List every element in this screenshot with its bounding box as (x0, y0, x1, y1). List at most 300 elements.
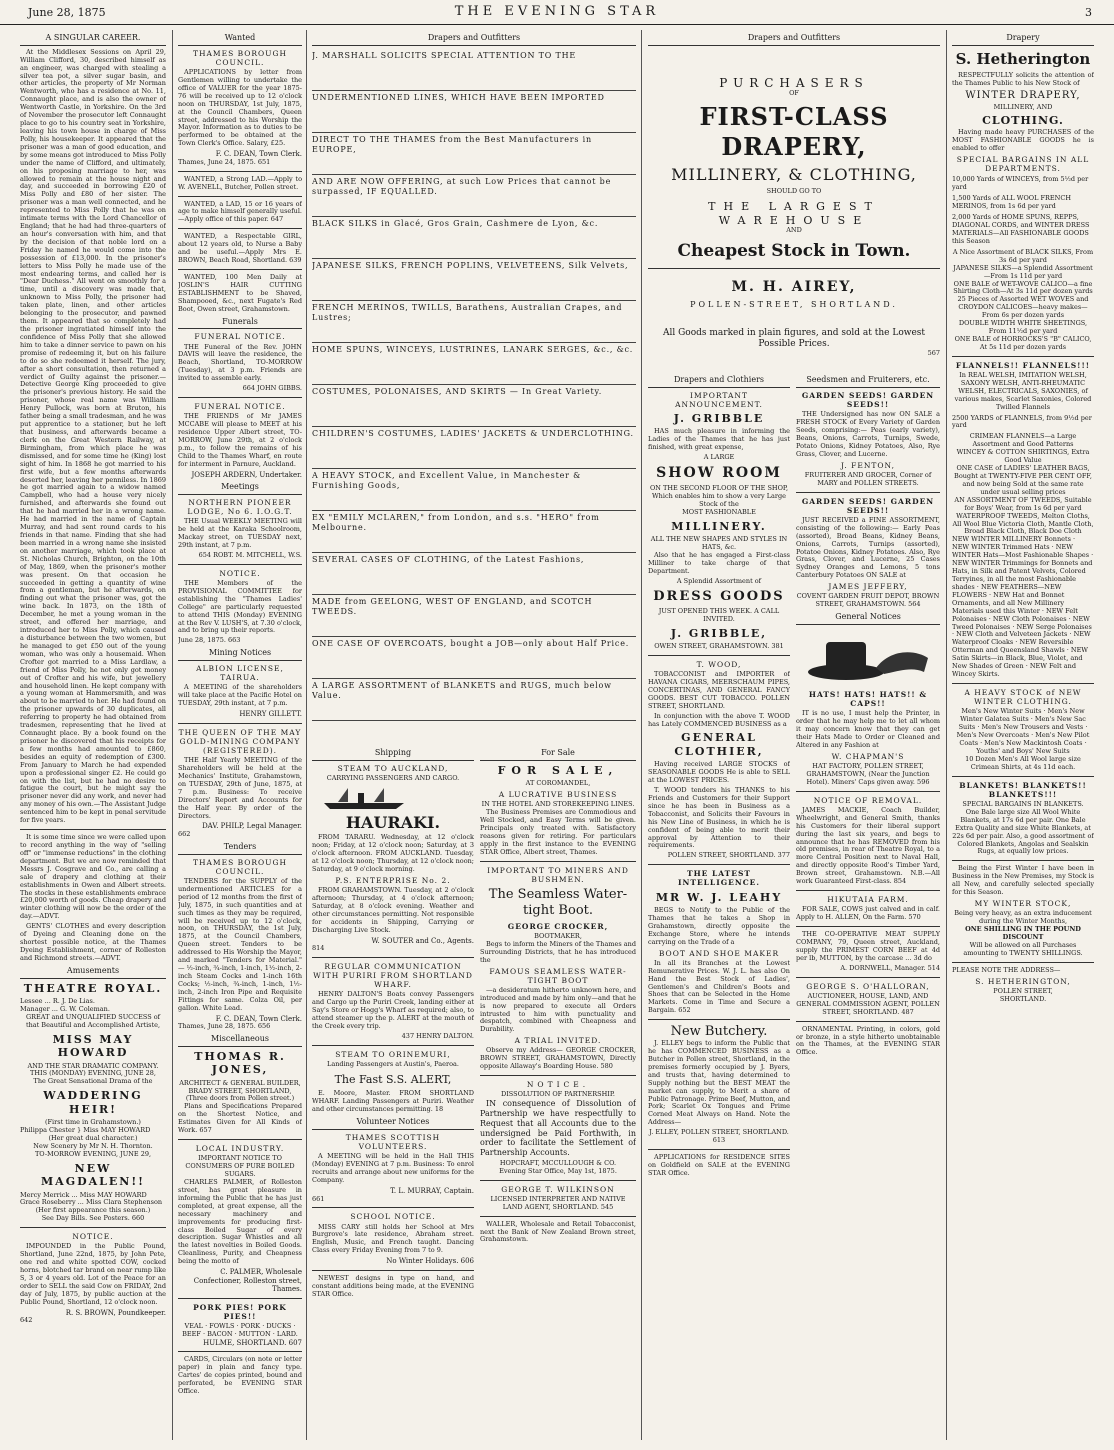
gribble-body: HAS much pleasure in informing the Ladies of the Thames that he has just finished, with great expense, (648, 427, 790, 452)
airey-line: SHOULD GO TO (766, 187, 822, 196)
gribble-milliner: Also that he has engaged a First-class Milliner to take charge of that Department. (648, 551, 790, 575)
assorted-pieces: 25 Pieces of Assorted WET WOVES and CROYDON CALICOES—heavy makes—From 6s per dozen yards (957, 295, 1089, 320)
section-header-meetings: Meetings (178, 481, 302, 495)
airey-line: PURCHASERS (719, 75, 869, 90)
divider (952, 356, 1094, 357)
garden-seeds-title: GARDEN SEEDS! GARDEN SEEDS!! (801, 390, 935, 409)
queen-title: THE QUEEN OF THE MAY GOLD-MINING COMPANY (REGISTERED). (178, 727, 302, 755)
funeral-title: FUNERAL NOTICE. (194, 402, 286, 412)
leahy-body: BEGS to Notify to the Public of the Thames that he takes a Shop in Grahamstown, directly opposite the Exchange Store, where he intends carrying on the Trade of a (648, 906, 790, 946)
section-header-volunteer: Volunteer Notices (312, 1116, 474, 1130)
wood-name: T. WOOD, (696, 659, 742, 669)
applications-ad: APPLICATIONS for RESIDENCE SITES on Goldfield on SALE at the EVENING STAR Office. (648, 1153, 790, 1177)
pork-title: PORK PIES! PORK PIES!! (193, 1302, 287, 1321)
wincey-shirtings: WINCEY & COTTON SHIRTINGS, Extra Good Value (956, 448, 1090, 465)
marshall-lines (312, 49, 636, 721)
airey-line: Cheapest Stock in Town. (677, 241, 911, 261)
crocker-sub: BOOTMAKER, (534, 931, 582, 940)
notice-title: NOTICE. (72, 1232, 114, 1242)
column-1 (20, 30, 166, 1442)
divider (178, 1351, 302, 1352)
airey-note: All Goods marked in plain figures, and sold at the Lowest Possible Prices. (662, 327, 926, 349)
funeral-body: THE Funeral of the Rev. JOHN DAVIS will leave the residence, the Beach, Shortland, TO-MORROW (Tuesday), at 3 p.m. Friends are invited to assemble early. (178, 342, 302, 383)
special-bargains: SPECIAL BARGAINS IN ALL DEPARTMENTS. (956, 155, 1090, 174)
section-header-clothiers: Drapers and Clothiers (648, 374, 790, 388)
divider (178, 1139, 302, 1140)
gribble-large: A LARGE (703, 453, 735, 462)
airey-ad (648, 30, 940, 360)
school-title: SCHOOL NOTICE. (350, 1212, 436, 1222)
drapers-line: CHILDREN'S COSTUMES, LADIES' JACKETS & UNDERCLOTHING. (312, 427, 636, 469)
divider (312, 957, 474, 958)
dual-character: (Her great dual character.) (48, 1133, 138, 1142)
scenery: New Scenery by Mr N. H. Thornton. (33, 1141, 153, 1150)
hats-body: IT is no use, I must help the Printer, in order that he may help me to let all whom it may concern know that they can get their Hats Made to Order or Cleaned and Altered in any Fashion at (796, 709, 940, 749)
section-header-seedsmen: Seedsmen and Fruiterers, etc. (796, 374, 940, 388)
latest-intelligence: THE LATEST INTELLIGENCE. (678, 869, 760, 888)
regular-signature: 437 HENRY DALTON. (401, 1032, 474, 1041)
clothiers-column (648, 372, 790, 1440)
wanted-ad: WANTED, a Respectable GIRL, about 12 years old, to Nurse a Baby and be useful.—Apply Mrs E. BROWN, Beach Road, Shortland. 639 (178, 232, 302, 265)
funeral-signature: JOSEPH ARDERN, Undertaker. (191, 470, 302, 479)
drapers-line: BLACK SILKS in Glacé, Gros Grain, Cashmere de Lyon, &c. (312, 217, 636, 259)
promo-paragraph: It is some time since we were called upon to record anything in the way of "selling off" or "immense reductions" in the clothing department. But we are now reminded that Messrs J. Cosgrave and Co., are calling a sale of drapery and clothing at their establishments in Owen and Albert streets. The stocks in these establishments embrace £20,000 worth of goods. Cheap drapery and winter clothing will now be the order of the day.—ADVT. (20, 833, 166, 921)
leahy-name: MR W. J. LEAHY (655, 890, 783, 904)
column-rule (306, 30, 307, 1440)
divider (648, 864, 790, 865)
council-signature: F. C. DEAN, Town Clerk. (215, 150, 302, 159)
notice-number: 642 (20, 1316, 33, 1325)
promo-paragraph-2: GENTS' CLOTHES and every description of Dyeing and Cleaning done on the shortest possible notice, at the Thames Dyeing Establishment, corner of Rolleston and Richmond streets.—ADVT. (20, 922, 166, 962)
japanese-silks: JAPANESE SILKS—a Splendid Assortment—From 1s 11d per yard (953, 263, 1093, 280)
drama: The Great Sensational Drama of the (33, 1077, 153, 1086)
airey-line: OF (789, 89, 799, 98)
bargain-homespuns: 2,000 Yards of HOME SPUNS, REPPS, DIAGONAL CORDS, and WINTER DRESS MATERIALS—All FASHIONABLE GOODS this Season (952, 213, 1090, 245)
first-time: (First time in Grahamstown.) (45, 1118, 141, 1127)
gribble-most: MOST FASHIONABLE (682, 507, 756, 516)
council-title: THAMES BOROUGH COUNCIL. (192, 48, 288, 67)
hetherington-intro: RESPECTFULLY solicits the attention of the Thames Public to his New Stock of (952, 71, 1094, 87)
play-title-2: NEW MAGDALEN!! (40, 1161, 145, 1189)
section-header-drapery: Drapery (952, 32, 1094, 46)
millinery: MILLINERY, AND (993, 103, 1053, 112)
fenton-sub: FRUITERER AND GROCER, Corner of MARY and POLLEN STREETS. (804, 470, 932, 487)
ship-name: HAURAKI. (345, 812, 441, 832)
divider (796, 492, 940, 493)
famous-boot: FAMOUS SEAMLESS WATER-TIGHT BOOT (489, 966, 627, 985)
divider (648, 655, 790, 656)
hetherington-street: POLLEN STREET, (993, 986, 1053, 995)
winter-stock: MY WINTER STOCK, (974, 899, 1072, 909)
drapers-line: AND ARE NOW OFFERING, at such Low Prices that cannot be surpassed, IF EQUALLED. (312, 175, 636, 217)
notice-title: NOTICE. (526, 1080, 590, 1090)
orinemuri-ship: The Fast S.S. ALERT, (334, 1073, 452, 1087)
section-header-tenders: Tenders (178, 841, 302, 855)
drapers-line: UNDERMENTIONED LINES, WHICH HAVE BEEN IMPORTED (312, 91, 636, 133)
crimean-shirts: 10 Dozen Men's All Wool large size Crimean Shirts, at 4s 11d each. (965, 754, 1081, 771)
divider (178, 171, 302, 172)
for-sale-title: FOR SALE, (497, 763, 619, 777)
tomorrow: TO-MORROW EVENING, JUNE 29, (34, 1149, 152, 1158)
divider (952, 683, 1094, 684)
seedsmen-column (796, 372, 940, 1440)
removal-title: NOTICE OF REMOVAL. (813, 795, 923, 805)
drapers-line: FRENCH MERINOS, TWILLS, Barathens, Australian Crapes, and Lustres; (312, 301, 636, 343)
jones-body: Plans and Specifications Prepared on the Shortest Notice, and Estimates Given for All Kinds of Work. 657 (178, 1102, 302, 1135)
tenders-date: Thames, June 28, 1875. 656 (178, 1022, 271, 1031)
masthead (0, 0, 1114, 25)
divider (796, 890, 940, 891)
coop-body: THE CO-OPERATIVE MEAT SUPPLY COMPANY, 79, Queen street, Auckland, supply the PRIMEST CORN BEEF at 4d per lb, MUTTON, by the carcase ... 3d do (796, 930, 940, 962)
wanted-ad: WANTED, a LAD, 15 or 16 years of age to make himself generally useful.—Apply office of this paper. 647 (178, 199, 302, 224)
flannels-title: FLANNELS!! FLANNELS!!! (955, 360, 1091, 370)
announcement-title: IMPORTANT ANNOUNCEMENT. (675, 390, 763, 409)
jones-title: THOMAS R. JONES, (194, 1049, 286, 1077)
please-note: PLEASE NOTE THE ADDRESS— (952, 965, 1061, 974)
elley-body: J. ELLEY begs to inform the Public that he has COMMENCED BUSINESS as a Butcher in Pollen street, Shortland, in the premises formerly occupied by J. Byers, and trusts that, having determined to Supply nothing but the BEST MEAT the market can supply, to Merit a share of Public Patronage. Prime Beef, Mutton, and Pork; Scarlet Ox Tongues and Prime Corned Meat Always on Hand. Note the Address— (648, 1039, 790, 1127)
trial-invited: A TRIAL INVITED. (514, 1036, 602, 1046)
boot-and-shoe: BOOT AND SHOE MAKER (658, 948, 780, 958)
queen-body: THE Half Yearly MEETING of the Shareholders will be held at the Mechanics' Institute, Grahamstown, on TUESDAY, 29th of June, 1875, at 7 p.m. Business: To receive Directors' Report and Accounts for the Half year. By order of the Directors. (178, 756, 302, 820)
company: AND THE STAR DRAMATIC COMPANY. (27, 1061, 159, 1070)
wanted-ad: WANTED, a Strong LAD.—Apply to W. AVENELL, Butcher, Pollen street. (178, 174, 302, 191)
new-winter-list: NEW WINTER MILLINERY Bonnets · NEW WINTER Trimmed Hats · NEW WINTER Hats—Most Fashionable Shapes · NEW WINTER Trimmings for Bonnets and Hats, in Silk and Patent Velvets, Colored Terryines, in all the most Fashionable shades · NEW FEATHERS—NEW FLOWERS · NEW Hat and Bonnet Ornaments, and all New Millinery Materials used this Winter · NEW Felt Polonaises · NEW Cloth Polonaises · NEW Tweed Polonaises · NEW Serge Polonaises · NEW Cloth and Velveteen Jackets · NEW Waterproof Cloaks · NEW Reversible Otterman and Queensland Shawls · NEW Satin Skirts—in Black, Blue, Violet, and New Shades of Green · NEW Felt and Wincey Skirts. (952, 535, 1094, 679)
for-sale-body: The Business Premises are Commodious and Well Stocked, and Easy Terms will be given. Principals only treated with. Satisfactory reasons given for retiring. For particulars apply in the first instance to the EVENING STAR Office, Albert street, Thames. (480, 808, 636, 856)
divider (648, 1019, 790, 1020)
drapers-line: HOME SPUNS, WINCEYS, LUSTRINES, LANARK SERGES, &c., &c. (312, 343, 636, 385)
for-sale-column (480, 745, 636, 1440)
jones-sub: ARCHITECT & GENERAL BUILDER, BRADY STREET, SHORTLAND, (Three doors from Pollen street.) (179, 1078, 301, 1103)
divider (952, 860, 1094, 861)
page-number: 3 (1085, 6, 1092, 19)
divider (796, 1021, 940, 1022)
steamship-icon (318, 785, 418, 811)
tenders-signature: F. C. DEAN, Town Clerk. (215, 1014, 302, 1023)
wood-signature: POLLEN STREET, SHORTLAND. 377 (667, 851, 790, 860)
queen-number: 662 (178, 829, 191, 838)
volunteer-body: A MEETING will be held in the Hall THIS (Monday) EVENING at 7 p.m. Business: To enrol recruits and arrange about new uniforms for the Company. (312, 1152, 474, 1185)
notice-date: June 28, 1875. 663 (178, 636, 241, 645)
crocker-body: Begs to inform the Miners of the Thames and Surrounding Districts, that he has introduced the (480, 939, 636, 964)
hetherington-signature: S. HETHERINGTON, (975, 976, 1071, 986)
issue-date: June 28, 1875 (28, 6, 106, 19)
general-clothier: GENERAL CLOTHIER, (674, 731, 764, 758)
blankets-title: BLANKETS! BLANKETS!! BLANKETS!!! (959, 780, 1087, 799)
bargain-wincey: 10,000 Yards of WINCEYS, from 5½d per yard (952, 175, 1089, 192)
divider (796, 791, 940, 792)
dissolution-body: IN consequence of Dissolution of Partnership we have respectfully to Request that all Accounts due to the undersigned be Paid Forthwith, in order to facilitate the Settlement of Partnership Accounts. (480, 1099, 636, 1158)
shipping-column (312, 745, 474, 1440)
wilkinson-name: GEORGE T. WILKINSON (501, 1184, 615, 1194)
lodge-signature: 654 ROBT. M. MITCHELL, W.S. (198, 550, 302, 559)
chapman-name: W. CHAPMAN'S (831, 751, 905, 761)
this-evening: THIS (MONDAY) EVENING, JUNE 28, (30, 1069, 156, 1078)
garden-seeds-body: THE Undersigned has now ON SALE a FRESH STOCK of Every Variety of Garden Seeds, comprising:— Peas (early variety), Beans, Onions, Carrots, Turnips, Swede, Potato Onions, Kidney Potatoes, Also, Rye Grass, Clover, and Lucerne. (796, 410, 940, 458)
notice-title: NOTICE. (219, 568, 261, 578)
section-header-shipping: Shipping (312, 747, 474, 761)
section-header-wanted: Wanted (178, 32, 302, 46)
dissolution-office: Evening Star Office, May 1st, 1875. (499, 1166, 617, 1175)
wood-body: TOBACCONIST and IMPORTER of HAVANA CIGARS, MEERSCHAUM PIPES, CONCERTINAS, AND GENERAL FANCY GOODS. BEST CUT TOBACCO. POLLEN STREET, SHORTLAND. (648, 670, 790, 710)
regular-body: HENRY DALTON'S Boats convey Passengers and Cargo up the Puriri Creek, landing either at Say's Store or Hogg's Wharf as required; also, to attend steamer up the p. ALERT at the mouth of the Creek every trip. (312, 990, 474, 1031)
airey-address: POLLEN-STREET, SHORTLAND. (690, 299, 898, 309)
cards-ad: CARDS, Circulars (on note or letter paper) in plain and fancy type. Cartes' de copies printed, bound and perforated, be EVENING STAR Office. (178, 1355, 302, 1396)
blankets-body: One Bale large size All Wool White Blankets, at 17s 6d per pair. One Bale Extra Quality and size White Blankets, at 22s 6d per pair. Also, a good assortment of Colored Blankets, Angolas and Sealskin Rugs, at equally low prices. (952, 807, 1094, 856)
heavy-stock: A HEAVY STOCK of NEW WINTER CLOTHING. (964, 687, 1082, 707)
council-date: Thames, June 24, 1875. 651 (178, 157, 271, 166)
queen-signature: DAV. PHILP, Legal Manager. (202, 822, 302, 831)
notice-body: IMPOUNDED in the Public Pound, Shortland, June 22nd, 1875, by John Pete, one red and white spotted COW, cocked horns, blotched tar brand on near rump like S, 3 or 4 years old. Lot of the Peace for an order to SELL the said Cow on FRIDAY, 2nd day of July, 1875, by public auction at the Public Pound, Shortland, 12 o'clock noon. (20, 1242, 166, 1306)
for-sale-sub: AT COROMANDEL, (525, 779, 591, 788)
notice-signature: R. S. BROWN, Poundkeeper. (65, 1308, 166, 1317)
divider (312, 1207, 474, 1208)
column-rule (946, 30, 947, 1440)
drapers-line: DIRECT TO THE THAMES from the Best Manufacturers in EUROPE, (312, 133, 636, 175)
gribble-styles: ALL THE NEW SHAPES AND STYLES IN HATS, &c. (650, 535, 788, 552)
funeral-signature: 664 JOHN GIBBS. (242, 384, 302, 393)
divider (480, 1216, 636, 1217)
wood-thanks: T. WOOD tenders his THANKS to his Friends and Customers for their Support since he has been in Business as a Tobacconist, and Solicits their Favours in his New Line of Business, in which he is confident of being able to merit their approval by Attention to their requirements. (648, 786, 790, 850)
albion-signature: HENRY GILLETT. (239, 710, 302, 719)
drapers-line: A LARGE ASSORTMENT of BLANKETS and RUGS, much below Value. (312, 679, 636, 721)
section-header-general: General Notices (796, 611, 940, 625)
manager: Manager ... G. W. Coleman. (20, 1004, 110, 1013)
divider (312, 1045, 474, 1046)
dress-goods: DRESS GOODS (653, 588, 785, 604)
gribble-name-2: J. GRIBBLE, (670, 626, 768, 640)
pork-signature: HULME, SHORTLAND. 607 (203, 1338, 302, 1347)
tenders-body: TENDERS for the SUPPLY of the undermentioned ARTICLES for a period of 12 months from the first of July, 1875, in such quantities and at such times as they may be required, will be received up to 12 o'clock, noon, on THURSDAY, the 1st July, 1875, at the Council Chambers, Queen street. Tenders to be addressed to His Worship the Mayor, and marked "Tenders for Material." — ½-inch, ¾-inch, 1-inch, 1½-inch, 2-inch Steam Cocks and 1-inch 16th Cocks; ½-inch, ¾-inch, 1-inch, 1½-inch, 2-inch Iron Pipe and Requisite Fittings for same. Colza Oil, per gallon. White Lead. (178, 876, 302, 1012)
horrocks-calico: ONE BALE of HORROCKS'S "B" CALICO, At 5s 11d per dozen yards (954, 334, 1092, 351)
heavy-stock-list: Men's New Winter Suits · Men's New Winter Galatea Suits · Men's New Sac Suits · Men's New Trousers and Vests · Men's New Overcoats · Men's New Pilot Coats · Men's New Mackintosh Coats · Youths' and Boys' New Suits (956, 707, 1090, 755)
gribble-opened: JUST OPENED THIS WEEK. A CALL INVITED. (658, 606, 780, 623)
local-title: LOCAL INDUSTRY. (195, 1144, 285, 1154)
volunteer-title: THAMES SCOTTISH VOLUNTEERS. (345, 1133, 441, 1152)
bills: See Day Bills. See Posters. 660 (41, 1214, 145, 1223)
designs-ad: NEWEST designs in type on hand, and constant additions being made, at the EVENING STAR Office. (312, 1273, 474, 1298)
bargain-flannels: 2500 YARDS of FLANNELS, from 9½d per yard (952, 413, 1092, 430)
sheetings: DOUBLE WIDTH WHITE SHEETINGS, From 11½d per yard (958, 319, 1088, 336)
section-header-amusements: Amusements (20, 965, 166, 979)
airey-line: THE LARGEST WAREHOUSE (708, 200, 880, 227)
divider (178, 269, 302, 270)
waterproof-tweeds: WATERPROOF TWEEDS, Melton Cloths, All Wool Blue Victoria Cloth, Mantle Cloth, Broad Black Cloth, Black Doe Cloth (952, 511, 1094, 536)
flannels-list: In REAL WELSH, IMITATION WELSH, SAXONY WELSH, ANTI-RHEUMATIC WELSH, ELECTRICALS, SAXONIES, of various makes, Scarlet Saxonies, Colored Twilled Flannels (954, 370, 1092, 411)
divider (178, 397, 302, 398)
airey-number: 567 (927, 348, 940, 357)
hikutaia-body: FOR SALE, COWS just calved and in calf. Apply to H. ALLEN, On the Farm. 570 (796, 905, 940, 922)
enterprise-signature: W. SOUTER and Co., Agents. (371, 936, 474, 945)
jeffery-sub: COVENT GARDEN FRUIT DEPOT, BROWN STREET, GRAHAMSTOWN. 564 (796, 592, 940, 609)
divider (480, 861, 636, 862)
drapers-line: EX "EMILY MCLAREN," from London, and s.s. "HERO" from Melbourne. (312, 511, 636, 553)
column-rule (172, 30, 173, 1440)
chapman-sub: HAT FACTORY, POLLEN STREET, GRAHAMSTOWN, (Near the Junction Hotel). Miners' Caps given away. 596 (806, 761, 930, 786)
blankets-sub: SPECIAL BARGAINS IN BLANKETS. (962, 799, 1084, 808)
leahy-body-2: In all its Branches at the Lowest Remunerative Prices. W. J. L. has also On Hand the Best Stock of Ladies', Gentlemen's and Children's Boots and Shoes that can be Selected in the Home Markets. Come in Time and Secure a Bargain. 652 (648, 958, 790, 1015)
notice-body: THE Members of the PROVISIONAL COMMITTEE for establishing the "Thames Ladies' College" are particularly requested to attend THIS (Monday) EVENING at the Rev V. LUSH'S, at 7.30 o'clock, and to bring up their reports. (178, 578, 302, 635)
crocker-address: Observe my Address— GEORGE CROCKER, BROWN STREET, GRAHAMSTOWN, Directly opposite Allaway's Boarding House. 580 (480, 1046, 636, 1071)
council-body: APPLICATIONS by letter from Gentlemen willing to undertake the office of VALUER for the year 1875-76 will be received up to 12 o'clock noon on THURSDAY, 1st July, 1875, at the Council Chambers, Queen street, addressed to his Worship the Mayor. Information as to duties to be performed to be obtained at the Town Clerk's Office. Salary, £25. (178, 68, 302, 148)
being-first-winter: Being the First Winter I have been in Business in the New Premises, my Stock is all New, and carefully selected specially for this Season. (952, 864, 1094, 897)
removal-body: JAMES MACKIE, Coach Builder, Wheelwright, and General Smith, thanks his Customers for their liberal support during the last six years, and begs to announce that he has REMOVED from his old premises, in rear of Theatre Royal, to a more Central Position next to Naval Hall, and directly opposite Rood's Timber Yard, Brown street, Grahamstown. N.B.—All work Guaranteed First-class. 854 (796, 805, 940, 886)
gribble-address: OWEN STREET, GRAHAMSTOWN. 381 (654, 641, 784, 650)
drapers-line: J. MARSHALL SOLICITS SPECIAL ATTENTION TO THE (312, 49, 636, 91)
boot-title: The Seamless Water-tight Boot. (488, 886, 628, 918)
regular-title: REGULAR COMMUNICATION WITH PURIRI FROM SHORTLAND WHARF. (313, 962, 473, 990)
section-header-mining: Mining Notices (178, 647, 302, 661)
section-header-for-sale: For Sale (480, 747, 636, 761)
ship-schedule: FROM TARARU. Wednesday, at 12 o'clock noon; Friday, at 12 o'clock noon; Saturday, at 3 o'clock afternoon. FROM AUCKLAND. Tuesday, at 12 o'clock noon; Thursday, at 12 o'clock noon; Saturday, at 9 o'clock morning. (312, 833, 474, 874)
leather-bags: ONE CASE of LADIES' LEATHER BAGS, Bought at TWENTY-FIVE PER CENT OFF, and now being Sold at the same rate under usual selling prices (954, 464, 1092, 496)
tenders-council: THAMES BOROUGH COUNCIL. (192, 857, 288, 876)
hats-title: HATS! HATS! HATS!! & CAPS!! (808, 689, 928, 709)
winter-stock-body: Being very heavy, as an extra inducement during the Winter Months, (954, 909, 1092, 926)
article-body: At the Middlesex Sessions on April 29, William Clifford, 30, described himself as an engineer, was charged with stealing a silver tea pot, a silver sugar basin, and other articles, the property of Mr Norman Wentworth, who has a residence at No. 11, Connaught place, and is also the owner of Wentworth Castle, in Yorkshire. On the 3rd of November the prosecutor left Connaught place to go to his country seat in Yorkshire, leaving his town house in charge of Miss Polly, his housekeeper. It appeared that the prisoner was a man of good education, and by some means got introduced to Miss Polly under the name of Clifford, and ultimately, on his proposing marriage to her, was allowed to remain at the house night and day, and succeeded in borrowing £20 of Miss Polly and £80 of her sister. The prisoner was a man well connected, and he represented to Miss Polly that he was on intimate terms with the Lord Chancellor of England; that he had had three-quarters of an hour's conversation with him, and that by the decision of that noble lord on a Friday he named he would come into the possession of £13,000. In the prisoner's letters to Miss Polly he made use of the most endearing terms, and called her is "Dear Duchess." All went on smoothly for a time, until a discovery was made that, unknown to Miss Polly, the prisoner had taken plate, linen, and other articles belonging to the prosecutor, and pawned them. It appeared that so completely had the prisoner ingratiated himself into the confidence of Miss Polly that she allowed him to take a dinner service to pawn on his promise of redeeming it, but on his failure to do so she redeemed it herself. The jury, after a short consultation, then returned a verdict of Guilty against the prisoner.—Detective George King proceeded to give the prisoner's previous history. He said the prisoner, whose real name was William Henry Pullock, was born at Bruton, his father being a small tradesman, and he was put apprentice to a stationer, but he left that business, and afterwards became a clerk on the Great Western Railway, at Birmingham, from which place he was dismissed, and for some time he (King) lost sight of him. In 1868 he got married to his first wife, but a few months afterwards deserted her, leaving her penniless. In 1869 he got married again to a widow named Campbell, who had a house very nicely furnished, and afterwards she found out that he had married her in a wrong name. He had married in the name of Captain Murray, and had sent round cards to his friends in that name. Finding that she had been married in a wrong name she insisted on another marriage, which took place at St. Nicholas Church, Brighton, on the 10th of May, 1869, when the prisoner's mother was present. On that occasion he succeeded in getting a quantity of wine from a gentleman, but he afterwards, on finding out what the prisoner was, got the wine back. In 1873, on the 18th of December, he met a young woman in the street, and offered her marriage, and introduced her to Miss Polly, which caused a disturbance between the two women, but he managed to get £50 out of the young woman, who was only a housemaid. When Crofter got married to a Miss Lardlaw, a friend of Miss Polly, he not only got money out of Crofter and his wife, but jewellery and household linen. He kept company with a young woman at Hammersmith, and was about to be married to her. He had found on the prisoner upwards of 30 duplicates, all referring to property he had obtained from tradesmen, representing that he lived at Connaught place. By a book found on the prisoner he discovered that his receipts for a few months had amounted to £860, besides an equity of redemption of £300. From January to March he had expended upon a professional singer £2. He could go on with the list, but he had no desire to fatigue the court, but he might say the prisoner never did any work, and never had any money of his own.—The Assistant Judge sentenced him to be kept in penal servitude for five years. (20, 47, 166, 825)
black-silks: A Nice Assortment of BLACK SILKS, From 3s 6d per yard (952, 247, 1094, 264)
winter-drapery: WINTER DRAPERY, (965, 89, 1081, 101)
famous-body: —a desideratum hitherto unknown here, and introduced and made by him only—and that he is now prepared to execute all Orders intrusted to him with punctuality and despatch, combined with Cheapness and Durability. (480, 985, 636, 1034)
pork-list: VEAL · FOWLS · PORK · DUCKS · BEEF · BACON · MUTTON · LARD. (182, 1321, 298, 1338)
shipping-title: STEAM TO AUCKLAND, (337, 763, 449, 773)
divider (952, 962, 1094, 963)
divider (952, 776, 1094, 777)
drapers-line: JAPANESE SILKS, FRENCH POPLINS, VELVETEENS, Silk Velvets, (312, 259, 636, 301)
shilling-discount: ONE SHILLING IN THE POUND DISCOUNT (965, 925, 1081, 941)
wanted-ad: WANTED, 100 Men Daily at JOSLIN'S HAIR CUTTING ESTABLISHMENT to be Shaved, Shampooed, &c., next Fugate's Red Boot, Owen street, Grahamstown. (178, 273, 302, 313)
ornamental-ad: ORNAMENTAL Printing, in colors, gold or bronze, in a style hitherto unobtainable on the Thames, at the EVENING STAR Office. (796, 1024, 940, 1057)
enterprise-title: P.S. ENTERPRISE No. 2. (335, 875, 451, 885)
enterprise-schedule: FROM GRAHAMSTOWN. Tuesday, at 2 o'clock afternoon; Thursday, at 4 o'clock afternoon; Saturday, at 8 o'clock evening. Weather and other circumstances permitting. Not responsible for accidents in Shipping, Carrying or Discharging Live Stock. (312, 886, 474, 934)
orinemuri-body: E. Moore, Master. FROM SHORTLAND WHARF. Landing Passengers at Puriri. Weather and other circumstances permitting. 18 (312, 1089, 474, 1114)
lodge-title: NORTHERN PIONEER LODGE, No 6. I.O.G.T. (187, 497, 293, 517)
newspaper-title: THE EVENING STAR (454, 4, 660, 19)
wet-wove-calico: ONE BALE of WET-WOVE CALICO—a fine Shirting Cloth—At 3s 11d per dozen yards (953, 279, 1093, 296)
divider (648, 1149, 790, 1150)
section-header-drapers-2: Drapers and Outfitters (648, 32, 940, 46)
volunteer-signature: T. L. MURRAY, Captain. (390, 1186, 474, 1195)
section-header-misc: Miscellaneous (178, 1033, 302, 1047)
school-signature: No Winter Holidays. 606 (386, 1257, 474, 1266)
clothing: CLOTHING. (982, 114, 1064, 127)
local-signature: C. PALMER, Wholesale Confectioner, Rolleston street, Thames. (193, 1268, 302, 1294)
gribble-millinery: MILLINERY. (671, 519, 767, 533)
divider (796, 977, 940, 978)
school-body: MISS CARY still holds her School at Mrs Burgrove's late residence, Abraham street. English, Music, and French taught. Dancing Class every Friday Evening from 7 to 9. (312, 1222, 474, 1255)
drapers-line: A HEAVY STOCK, and Excellent Value, in Manchester & Furnishing Goods, (312, 469, 636, 511)
having-made: Having made heavy PURCHASES of the MOST FASHIONABLE GOODS he is enabled to offer (952, 128, 1094, 153)
fenton-name: J. FENTON, (840, 460, 896, 470)
dissolution-title: DISSOLUTION OF PARTNERSHIP. (501, 1090, 615, 1099)
orinemuri-title: STEAM TO ORINEMURI, (335, 1050, 451, 1060)
cast-line: Mercy Merrick ... Miss MAY HOWARD (20, 1190, 147, 1199)
business-title: A LUCRATIVE BUSINESS (498, 790, 618, 800)
miners-title: IMPORTANT TO MINERS AND BUSHMEN. (487, 865, 629, 884)
dissolution-signature: HOPCRAFT, MCCULLOUGH & CO. (499, 1158, 617, 1167)
section-header-drapers: Drapers and Outfitters (312, 32, 636, 46)
volunteer-number: 661 (312, 1194, 325, 1203)
gribble-name: J. GRIBBLE (673, 412, 765, 426)
albion-title: ALBION LICENSE, TAIRUA. (196, 664, 284, 683)
hat-illustration-icon (796, 628, 936, 688)
divider (648, 268, 940, 269)
star-name: MISS MAY HOWARD (52, 1032, 134, 1060)
funeral-body: THE FRIENDS of Mr JAMES MCCABE will please to MEET at his residence Upper Albert street, TO-MORROW, June 29th, at 2 o'clock p.m., to follow the remains of his Child to the Thames Wharf, en route for interment in Parnure, Auckland. (178, 412, 302, 468)
cast-line: Philippa Chester } Miss MAY HOWARD (20, 1126, 151, 1134)
lessee: Lessee ... R. J. De Lias. (20, 997, 95, 1005)
hikutaia-title: HIKUTAIA FARM. (827, 895, 909, 905)
great-success: GREAT and UNQUALIFIED SUCCESS of that Beautiful and Accomplished Artiste, (25, 1012, 161, 1029)
theatre-title: THEATRE ROYAL. (23, 981, 163, 995)
jeffery-name: JAMES JEFFERY, (828, 582, 908, 592)
business-sub: IN THE HOTEL AND STOREKEEPING LINES. (481, 800, 635, 809)
albion-body: A MEETING of the shareholders will take place at the Pacific Hotel on TUESDAY, 29th instant, at 7 p.m. (178, 683, 302, 708)
section-header-funerals: Funerals (178, 316, 302, 330)
gribble-which: Which enables him to show a very Large Stock of the (652, 492, 786, 509)
divider (20, 829, 166, 830)
hetherington-town: SHORTLAND. (999, 994, 1047, 1003)
drapers-ad (312, 30, 636, 750)
coop-signature: A. DORNWELL, Manager. 514 (840, 963, 940, 972)
article-title: A SINGULAR CAREER. (20, 32, 166, 46)
local-heading: IMPORTANT NOTICE TO CONSUMERS OF PURE BOILED SUGARS. (185, 1154, 295, 1179)
drapers-line: COSTUMES, POLONAISES, AND SKIRTS — In Great Variety. (312, 385, 636, 427)
drapers-line: SEVERAL CASES OF CLOTHING, of the Latest Fashions, (312, 553, 636, 595)
clothier-body: Having received LARGE STOCKS of SEASONABLE GOODS He is able to SELL at the LOWEST PRICES. (648, 760, 790, 785)
divider (796, 926, 940, 927)
wilkinson-sub: LICENSED INTERPRETER AND NATIVE LAND AGENT, SHORTLAND. 545 (490, 1194, 626, 1211)
new-butchery: New Butchery. (670, 1024, 768, 1040)
local-body: CHARLES PALMER, of Rolleston street, has great pleasure in informing the Public that he has just completed, at great expense, all the necessary machinery and improvements for producing first-class Boiled Sugar of every description. Sugar Whistles and all the latest novelties in Boiled Goods. Cleanliness, Purity, and Cheapness being the motto of (178, 1177, 302, 1266)
crimean-flannels: CRIMEAN FLANNELS—a Large Assortment and Good Patterns (969, 432, 1077, 449)
airey-line: AND (786, 226, 802, 235)
garden-seeds-title-2: GARDEN SEEDS! GARDEN SEEDS!! (801, 496, 935, 515)
orinemuri-sub: Landing Passengers at Austin's, Paeroa. (327, 1060, 459, 1069)
airey-line: MILLINERY, & CLOTHING, (671, 164, 917, 184)
drapers-line: ONE CASE OF OVERCOATS, bought a JOB—only about Half Price. (312, 637, 636, 679)
bargain-merinos: 1,500 Yards of ALL WOOL FRENCH MERINOS, from 1s 6d per yard (952, 194, 1071, 211)
drapery-column (952, 30, 1094, 1442)
waller-ad: WALLER, Wholesale and Retail Tobacconist, next the Bank of New Zealand Brown street, Grahamstown. (480, 1219, 636, 1244)
enterprise-number: 814 (312, 944, 325, 953)
cast-line: Grace Roseberry ... Miss Clara Stephenson (20, 1198, 163, 1207)
crocker-name: GEORGE CROCKER, (507, 921, 609, 931)
funeral-title: FUNERAL NOTICE. (194, 332, 286, 342)
play-title: WADDERING HEIR! (43, 1089, 143, 1116)
lodge-body: THE Usual WEEKLY MEETING will be held at the Karaka Schoolroom, Mackay street, on TUESDAY next, 29th instant, at 7 p.m. (178, 517, 302, 549)
wood-body-2: In conjunction with the above T. WOOD has Lately COMMENCED BUSINESS as a (648, 711, 790, 728)
ohalloran-name: GEORGE S. O'HALLORAN, (806, 981, 930, 991)
shipping-sub: CARRYING PASSENGERS AND CARGO. (326, 773, 460, 782)
column-2 (178, 30, 302, 1442)
divider (178, 723, 302, 724)
tweeds: AN ASSORTMENT OF TWEEDS, Suitable for Boys' Wear, from 1s 6d per yard (954, 495, 1092, 512)
divider (178, 564, 302, 565)
drapers-line: MADE from GEELONG, WEST OF ENGLAND, and SCOTCH TWEEDS. (312, 595, 636, 637)
show-room: SHOW ROOM (656, 465, 782, 482)
gribble-splendid: A Splendid Assortment of (676, 576, 762, 585)
jeffery-body: JUST RECEIVED a FINE ASSORTMENT, consisting of the following:— Early Peas (assorted), Broad Beans, Kidney Beans, Onions, Carrots, Turnips (assorted), Potatoe Onions, Kidney Potatoes. Also, Rye Grass, Clover, and Lucerne, 25 Cases Sydney Oranges and Lemons, 5 tons Canterbury Potatoes ON SALE at (796, 515, 940, 580)
airey-name: M. H. AIREY, (731, 278, 857, 295)
divider (178, 228, 302, 229)
column-rule (641, 30, 642, 1440)
divider (480, 1075, 636, 1076)
elley-signature: J. ELLEY, POLLEN STREET, SHORTLAND. 613 (649, 1128, 789, 1145)
cast-line: (Her first appearance this season.) (35, 1206, 151, 1215)
airey-headline: FIRST-CLASS DRAPERY, (699, 102, 889, 161)
ohalloran-sub: AUCTIONEER, HOUSE, LAND, AND GENERAL COMMISSION AGENT, POLLEN STREET, SHORTLAND. 487 (796, 991, 940, 1016)
discount-allowed: Will be allowed on all Purchases amounting to TWENTY SHILLINGS. (963, 940, 1083, 957)
